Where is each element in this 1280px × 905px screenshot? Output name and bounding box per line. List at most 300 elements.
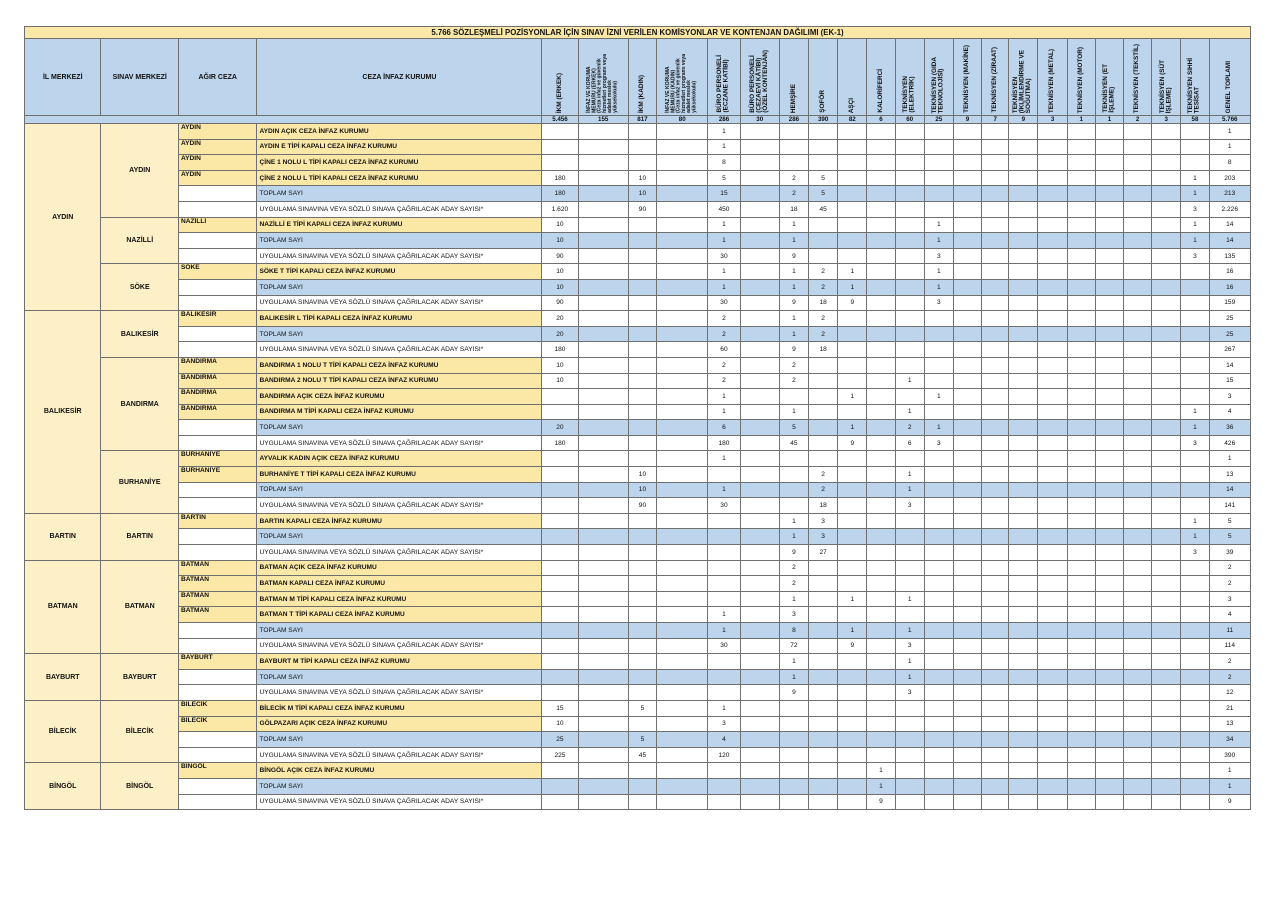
value-cell (982, 529, 1009, 545)
value-cell (740, 513, 779, 529)
value-cell (838, 576, 867, 592)
value-cell (1038, 623, 1067, 639)
sinav-merkezi-cell: BARTIN (101, 513, 179, 560)
value-cell (628, 217, 656, 233)
value-cell (1152, 545, 1181, 561)
value-cell (628, 139, 656, 155)
value-cell (1152, 623, 1181, 639)
value-cell (578, 186, 628, 202)
value-cell (1009, 404, 1038, 420)
value-cell (542, 482, 578, 498)
value-cell: 3 (924, 248, 953, 264)
value-cell (542, 139, 578, 155)
value-cell: 8 (779, 623, 808, 639)
value-cell: 450 (708, 201, 740, 217)
value-cell (708, 560, 740, 576)
value-cell (740, 763, 779, 779)
value-cell: 10 (542, 716, 578, 732)
value-cell (1124, 326, 1152, 342)
value-cell: 10 (628, 186, 656, 202)
value-cell (1038, 716, 1067, 732)
position-header (1095, 39, 1123, 116)
value-cell (740, 420, 779, 436)
value-cell (1124, 482, 1152, 498)
value-cell: 1 (708, 623, 740, 639)
value-cell (982, 716, 1009, 732)
value-cell (895, 170, 924, 186)
agir-ceza-cell (178, 638, 257, 654)
value-cell (578, 654, 628, 670)
value-cell (657, 685, 708, 701)
position-header (867, 39, 895, 116)
value-cell (708, 794, 740, 810)
value-cell (1152, 186, 1181, 202)
value-cell (1152, 560, 1181, 576)
value-cell (982, 654, 1009, 670)
value-cell (628, 685, 656, 701)
value-cell (895, 233, 924, 249)
value-cell (838, 186, 867, 202)
value-cell (895, 716, 924, 732)
value-cell (578, 435, 628, 451)
table-row (25, 482, 1251, 498)
value-cell (1152, 389, 1181, 405)
table-row (25, 467, 1251, 483)
genel-toplam-cell: 14 (1209, 482, 1250, 498)
value-cell (838, 201, 867, 217)
genel-toplam-cell: 5 (1209, 513, 1250, 529)
value-cell (1009, 311, 1038, 327)
table-row (25, 576, 1251, 592)
value-cell (1038, 700, 1067, 716)
value-cell (1038, 654, 1067, 670)
value-cell: 1 (779, 654, 808, 670)
value-cell (924, 607, 953, 623)
value-cell (1181, 576, 1209, 592)
value-cell (1009, 248, 1038, 264)
genel-toplam-cell: 213 (1209, 186, 1250, 202)
value-cell (1181, 607, 1209, 623)
value-cell (578, 420, 628, 436)
value-cell (982, 279, 1009, 295)
value-cell (953, 217, 981, 233)
agir-ceza-cell (178, 794, 257, 810)
value-cell (1124, 404, 1152, 420)
toplam-label-cell: TOPLAM SAYI (257, 732, 542, 748)
table-row (25, 279, 1251, 295)
value-cell (1038, 389, 1067, 405)
table-row (25, 435, 1251, 451)
value-cell (1067, 451, 1095, 467)
value-cell (1095, 732, 1123, 748)
table-row (25, 654, 1251, 670)
value-cell: 10 (542, 233, 578, 249)
value-cell (542, 654, 578, 670)
value-cell: 2 (779, 170, 808, 186)
value-cell (1124, 669, 1152, 685)
value-cell (1038, 560, 1067, 576)
value-cell (982, 326, 1009, 342)
value-cell: 1 (838, 623, 867, 639)
value-cell: 1 (779, 311, 808, 327)
value-cell (1067, 311, 1095, 327)
value-cell (982, 357, 1009, 373)
value-cell (953, 467, 981, 483)
value-cell: 1 (708, 451, 740, 467)
value-cell (628, 623, 656, 639)
value-cell (1181, 700, 1209, 716)
value-cell (1038, 186, 1067, 202)
value-cell (578, 513, 628, 529)
value-cell (1152, 513, 1181, 529)
value-cell (1124, 217, 1152, 233)
value-cell (578, 124, 628, 140)
agir-ceza-cell: BAYBURT (178, 654, 257, 670)
genel-toplam-cell: 25 (1209, 311, 1250, 327)
kurum-name-cell: AYDIN AÇIK CEZA İNFAZ KURUMU (257, 124, 542, 140)
value-cell (1152, 139, 1181, 155)
value-cell (982, 342, 1009, 358)
value-cell (1067, 747, 1095, 763)
agir-ceza-cell (178, 233, 257, 249)
sinav-merkezi-cell: BİNGÖL (101, 763, 179, 810)
value-cell (982, 545, 1009, 561)
agir-ceza-cell (178, 248, 257, 264)
value-cell (628, 778, 656, 794)
value-cell (895, 747, 924, 763)
value-cell (838, 654, 867, 670)
value-cell (1152, 217, 1181, 233)
table-row (25, 607, 1251, 623)
value-cell: 72 (779, 638, 808, 654)
value-cell (1009, 467, 1038, 483)
value-cell (1038, 482, 1067, 498)
value-cell (1152, 591, 1181, 607)
value-cell (657, 467, 708, 483)
value-cell (1038, 357, 1067, 373)
value-cell (1124, 233, 1152, 249)
position-header-label: TEKNİSYEN (METAL) (1048, 48, 1056, 113)
value-cell (924, 139, 953, 155)
value-cell (1152, 700, 1181, 716)
value-cell: 25 (542, 732, 578, 748)
value-cell: 1 (895, 467, 924, 483)
value-cell (1038, 139, 1067, 155)
agir-ceza-cell: AYDIN (178, 155, 257, 171)
value-cell (1095, 654, 1123, 670)
value-cell (1152, 124, 1181, 140)
value-cell (1095, 560, 1123, 576)
value-cell (1152, 732, 1181, 748)
value-cell (1181, 342, 1209, 358)
value-cell (953, 482, 981, 498)
value-cell (1152, 295, 1181, 311)
value-cell (1009, 170, 1038, 186)
value-cell (1152, 467, 1181, 483)
value-cell (657, 279, 708, 295)
value-cell (838, 170, 867, 186)
value-cell (1152, 716, 1181, 732)
value-cell: 30 (708, 498, 740, 514)
value-cell (953, 529, 981, 545)
value-cell (578, 326, 628, 342)
value-cell (1038, 248, 1067, 264)
value-cell (924, 373, 953, 389)
kurum-name-cell: BATMAN T TİPİ KAPALI CEZA İNFAZ KURUMU (257, 607, 542, 623)
value-cell (1181, 560, 1209, 576)
value-cell (578, 716, 628, 732)
value-cell (1152, 498, 1181, 514)
value-cell: 18 (809, 498, 838, 514)
value-cell (1067, 498, 1095, 514)
value-cell: 1 (867, 763, 895, 779)
value-cell (657, 295, 708, 311)
value-cell: 1 (708, 700, 740, 716)
value-cell (779, 747, 808, 763)
value-cell (779, 700, 808, 716)
value-cell (1095, 264, 1123, 280)
value-cell (1095, 576, 1123, 592)
value-cell: 1 (1181, 513, 1209, 529)
value-cell (838, 794, 867, 810)
value-cell (578, 591, 628, 607)
value-cell (1038, 170, 1067, 186)
value-cell (1152, 357, 1181, 373)
table-row (25, 186, 1251, 202)
value-cell (578, 576, 628, 592)
value-cell (1181, 716, 1209, 732)
table-row (25, 529, 1251, 545)
value-cell (628, 342, 656, 358)
quota-cell: 30 (740, 116, 779, 124)
value-cell (895, 326, 924, 342)
value-cell (809, 357, 838, 373)
value-cell: 2 (779, 576, 808, 592)
value-cell (578, 607, 628, 623)
value-cell: 8 (708, 155, 740, 171)
value-cell (1124, 124, 1152, 140)
value-cell: 18 (809, 342, 838, 358)
value-cell (867, 747, 895, 763)
value-cell: 2 (708, 311, 740, 327)
value-cell (895, 560, 924, 576)
value-cell (1152, 529, 1181, 545)
value-cell (838, 451, 867, 467)
value-cell (982, 420, 1009, 436)
table-row (25, 513, 1251, 529)
value-cell (740, 529, 779, 545)
value-cell: 1 (924, 389, 953, 405)
value-cell (657, 311, 708, 327)
position-header-label: TEKNİSYEN (ET İŞLEME) (1101, 64, 1116, 113)
genel-toplam-cell: 13 (1209, 467, 1250, 483)
value-cell (867, 560, 895, 576)
genel-toplam-cell: 36 (1209, 420, 1250, 436)
value-cell (953, 295, 981, 311)
value-cell: 3 (1181, 435, 1209, 451)
value-cell (867, 124, 895, 140)
value-cell: 90 (628, 201, 656, 217)
agir-ceza-cell (178, 747, 257, 763)
value-cell (809, 233, 838, 249)
value-cell: 180 (542, 170, 578, 186)
value-cell (1095, 170, 1123, 186)
value-cell (1009, 279, 1038, 295)
position-header (982, 39, 1009, 116)
value-cell (1009, 716, 1038, 732)
value-cell (657, 513, 708, 529)
value-cell (838, 357, 867, 373)
value-cell: 1 (895, 591, 924, 607)
value-cell: 1 (708, 233, 740, 249)
value-cell (982, 778, 1009, 794)
toplam-label-cell: TOPLAM SAYI (257, 669, 542, 685)
value-cell (1095, 233, 1123, 249)
il-merkezi-cell: BALIKESİR (25, 311, 101, 514)
table-row (25, 591, 1251, 607)
quota-cell: 25 (924, 116, 953, 124)
value-cell: 2 (779, 357, 808, 373)
quota-table (24, 26, 1251, 810)
value-cell (1124, 732, 1152, 748)
genel-toplam-cell: 15 (1209, 373, 1250, 389)
value-cell (1181, 139, 1209, 155)
position-header (1209, 39, 1250, 116)
value-cell (1009, 389, 1038, 405)
value-cell (867, 545, 895, 561)
value-cell (1009, 747, 1038, 763)
value-cell (953, 545, 981, 561)
value-cell (1009, 513, 1038, 529)
value-cell (1181, 311, 1209, 327)
position-header-label: GENEL TOPLAMI (1225, 60, 1233, 113)
value-cell (1009, 139, 1038, 155)
table-row (25, 638, 1251, 654)
genel-toplam-cell: 8 (1209, 155, 1250, 171)
value-cell (982, 217, 1009, 233)
value-cell (809, 217, 838, 233)
value-cell (1067, 155, 1095, 171)
value-cell (628, 264, 656, 280)
position-header (1181, 39, 1209, 116)
position-header (740, 39, 779, 116)
value-cell (1181, 451, 1209, 467)
value-cell (1067, 560, 1095, 576)
value-cell (1009, 435, 1038, 451)
value-cell: 5 (708, 170, 740, 186)
value-cell (657, 747, 708, 763)
value-cell (740, 217, 779, 233)
position-header (542, 39, 578, 116)
value-cell (657, 373, 708, 389)
value-cell (895, 794, 924, 810)
value-cell (953, 124, 981, 140)
value-cell: 18 (779, 201, 808, 217)
value-cell: 2 (809, 264, 838, 280)
agir-ceza-cell (178, 186, 257, 202)
value-cell (542, 404, 578, 420)
value-cell: 90 (628, 498, 656, 514)
value-cell (867, 451, 895, 467)
value-cell (1124, 451, 1152, 467)
value-cell: 2 (809, 467, 838, 483)
value-cell: 1 (1181, 529, 1209, 545)
kurum-name-cell: SÖKE T TİPİ KAPALI CEZA İNFAZ KURUMU (257, 264, 542, 280)
value-cell (895, 576, 924, 592)
value-cell (657, 732, 708, 748)
value-cell (1124, 186, 1152, 202)
position-header (809, 39, 838, 116)
value-cell (924, 576, 953, 592)
value-cell (895, 451, 924, 467)
genel-toplam-cell: 2 (1209, 560, 1250, 576)
position-header-label: İNFAZ VE KORUMA MEMURU (KADIN) (Ceza infaz ve güvenlik hizmetleri programı veya adalet meslek yüksekokulu) (665, 54, 698, 113)
value-cell (1152, 201, 1181, 217)
value-cell (628, 279, 656, 295)
position-header (924, 39, 953, 116)
value-cell (779, 498, 808, 514)
value-cell: 1 (895, 669, 924, 685)
value-cell (779, 124, 808, 140)
value-cell (1038, 529, 1067, 545)
value-cell (1038, 763, 1067, 779)
value-cell (809, 700, 838, 716)
value-cell (1067, 139, 1095, 155)
value-cell (1067, 201, 1095, 217)
value-cell (708, 545, 740, 561)
value-cell: 9 (779, 685, 808, 701)
value-cell: 1 (779, 591, 808, 607)
value-cell (740, 139, 779, 155)
value-cell (740, 576, 779, 592)
value-cell (953, 794, 981, 810)
value-cell (1124, 295, 1152, 311)
genel-toplam-cell: 21 (1209, 700, 1250, 716)
value-cell (628, 124, 656, 140)
value-cell (838, 467, 867, 483)
value-cell (1124, 560, 1152, 576)
value-cell (1009, 498, 1038, 514)
aday-label-cell: UYGULAMA SINAVINA VEYA SÖZLÜ SINAVA ÇAĞRILACAK ADAY SAYISI* (257, 794, 542, 810)
value-cell: 5 (809, 170, 838, 186)
value-cell (982, 467, 1009, 483)
table-row (25, 560, 1251, 576)
value-cell (1095, 529, 1123, 545)
genel-toplam-cell: 2 (1209, 669, 1250, 685)
agir-ceza-cell: BARTIN (178, 513, 257, 529)
value-cell (1067, 623, 1095, 639)
value-cell (953, 201, 981, 217)
genel-toplam-cell: 141 (1209, 498, 1250, 514)
value-cell (1038, 233, 1067, 249)
value-cell (953, 778, 981, 794)
quota-cell: 60 (895, 116, 924, 124)
value-cell (740, 591, 779, 607)
value-cell (1124, 591, 1152, 607)
value-cell (1181, 591, 1209, 607)
value-cell (578, 139, 628, 155)
value-cell: 10 (542, 357, 578, 373)
value-cell (867, 435, 895, 451)
value-cell: 3 (895, 498, 924, 514)
value-cell (867, 373, 895, 389)
value-cell: 45 (628, 747, 656, 763)
value-cell (1038, 155, 1067, 171)
value-cell (740, 700, 779, 716)
value-cell (708, 513, 740, 529)
value-cell (838, 747, 867, 763)
value-cell (1181, 623, 1209, 639)
